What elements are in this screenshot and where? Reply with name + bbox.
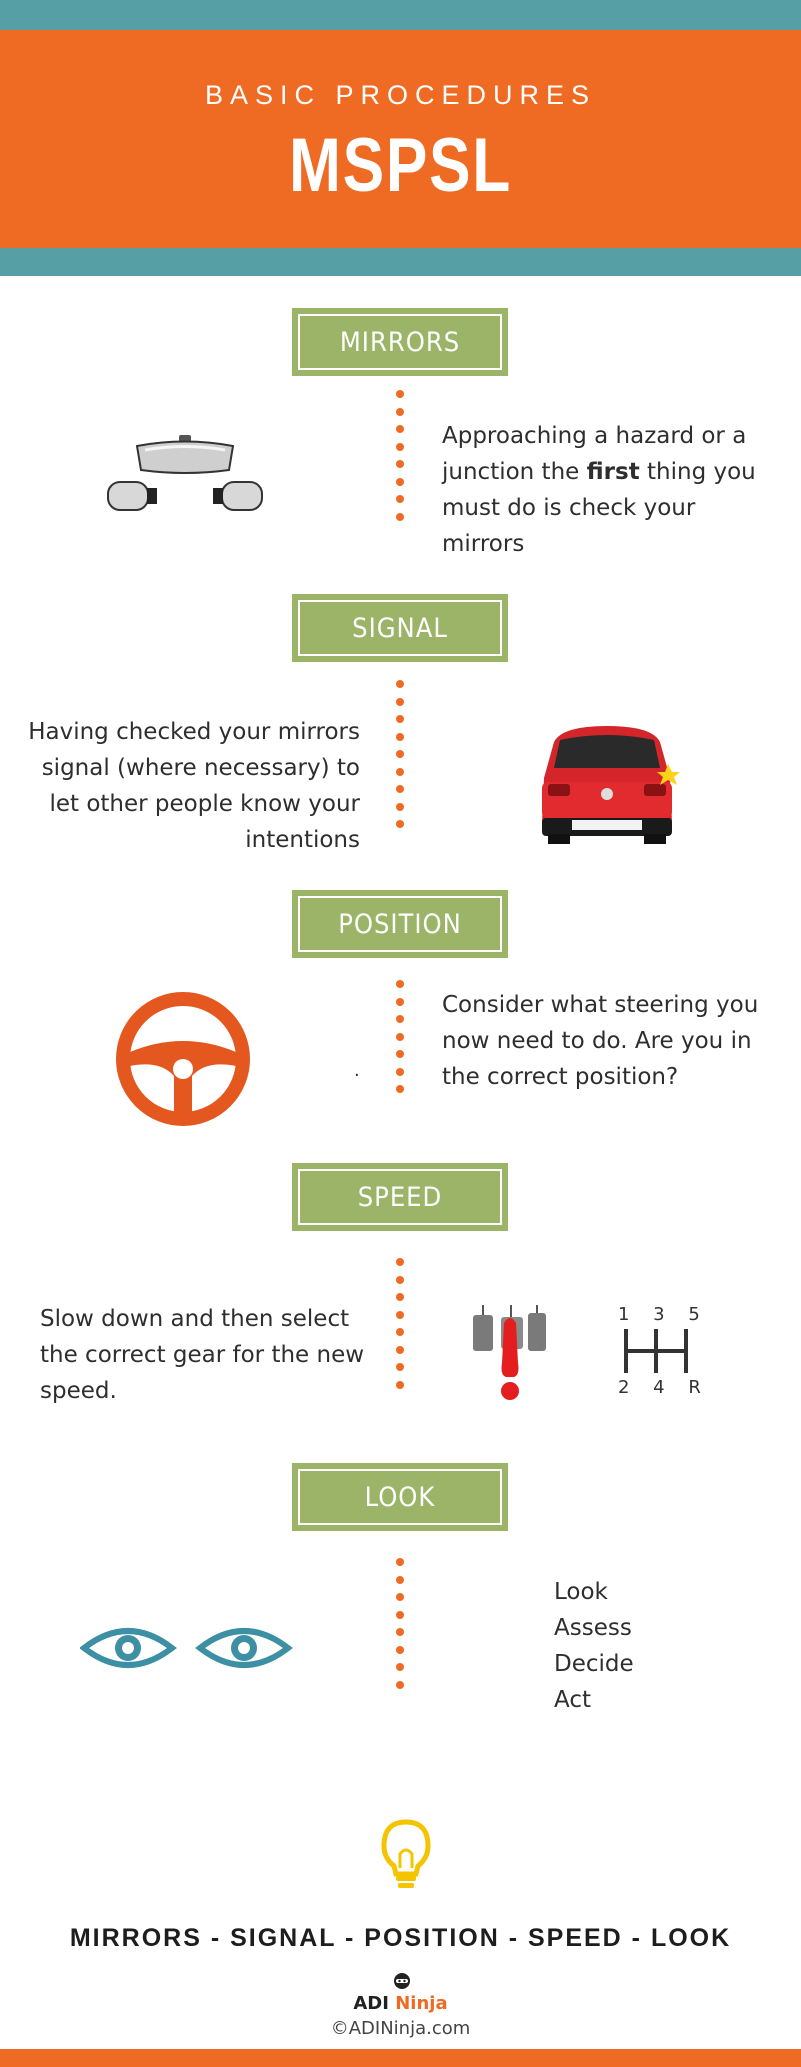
- speed-text-line: Slow down and then select: [40, 1306, 350, 1332]
- look-text-line: Decide: [554, 1651, 634, 1677]
- eyes-icon: [80, 1622, 295, 1678]
- signal-text-line: intentions: [245, 827, 360, 853]
- footer-bar: [0, 2049, 801, 2067]
- look-text-line: Act: [554, 1687, 591, 1713]
- brand-first: ADI: [353, 1993, 389, 2014]
- signal-text-line: signal (where necessary) to: [41, 755, 360, 781]
- copyright-text: ©ADINinja.com: [330, 2018, 471, 2039]
- steering-wheel-icon: [114, 990, 252, 1132]
- signal-label: [292, 594, 508, 662]
- look-label-text: LOOK: [298, 1469, 502, 1525]
- header-title: MSPSL: [289, 123, 512, 208]
- look-text-line: Assess: [554, 1615, 632, 1641]
- signal-connector: [396, 680, 404, 838]
- summary-line: MIRRORS - SIGNAL - POSITION - SPEED - LOOK: [69, 1924, 732, 1952]
- look-text-line: Look: [554, 1579, 608, 1605]
- speed-label: [292, 1163, 508, 1231]
- signal-label-text: SIGNAL: [298, 600, 502, 656]
- brand-name: [0, 1993, 801, 2014]
- speed-text-line: the correct gear for the new: [40, 1342, 365, 1368]
- look-text: [554, 1574, 754, 1718]
- header-bottom-stripe: [0, 248, 801, 276]
- look-connector: [396, 1558, 404, 1698]
- mirrors-connector: [396, 390, 404, 530]
- position-text-line: the correct position?: [442, 1064, 679, 1090]
- rearview-mirror-icon: [105, 432, 265, 516]
- signal-text: [20, 714, 360, 858]
- mirrors-text-line: junction the: [442, 459, 587, 485]
- lightbulb-icon: [378, 1818, 434, 1898]
- position-connector: [396, 980, 404, 1103]
- stray-dot: .: [354, 1060, 360, 1081]
- mirrors-text-emphasis: first: [586, 459, 640, 485]
- gear-top-numbers: 1 3 5: [618, 1304, 709, 1325]
- car-signalling-icon: [532, 722, 682, 850]
- mirrors-text: [442, 418, 772, 562]
- mirrors-text-line: must do is check your mirrors: [442, 495, 696, 557]
- ninja-logo-icon: [393, 1972, 411, 1994]
- look-label: [292, 1463, 508, 1531]
- mirrors-label: [292, 308, 508, 376]
- mirrors-label-text: MIRRORS: [298, 314, 502, 370]
- pedals-icon: [470, 1305, 554, 1405]
- speed-connector: [396, 1258, 404, 1398]
- signal-text-line: let other people know your: [49, 791, 360, 817]
- speed-text: [40, 1301, 380, 1409]
- header-subtitle: BASIC PROCEDURES: [204, 80, 597, 110]
- position-text-line: Consider what steering you: [442, 992, 759, 1018]
- signal-text-line: Having checked your mirrors: [28, 719, 360, 745]
- mirrors-text-line: Approaching a hazard or a: [442, 423, 747, 449]
- gear-bottom-numbers: 2 4 R: [618, 1377, 710, 1398]
- header-top-stripe: [0, 0, 801, 30]
- gear-shift-icon: [618, 1304, 710, 1398]
- speed-text-line: speed.: [40, 1378, 117, 1404]
- position-label-text: POSITION: [298, 896, 502, 952]
- position-label: [292, 890, 508, 958]
- speed-label-text: SPEED: [298, 1169, 502, 1225]
- position-text: [442, 987, 782, 1095]
- mirrors-text-line: thing you: [639, 459, 756, 485]
- position-text-line: now need to do. Are you in: [442, 1028, 752, 1054]
- brand-second: Ninja: [395, 1993, 448, 2014]
